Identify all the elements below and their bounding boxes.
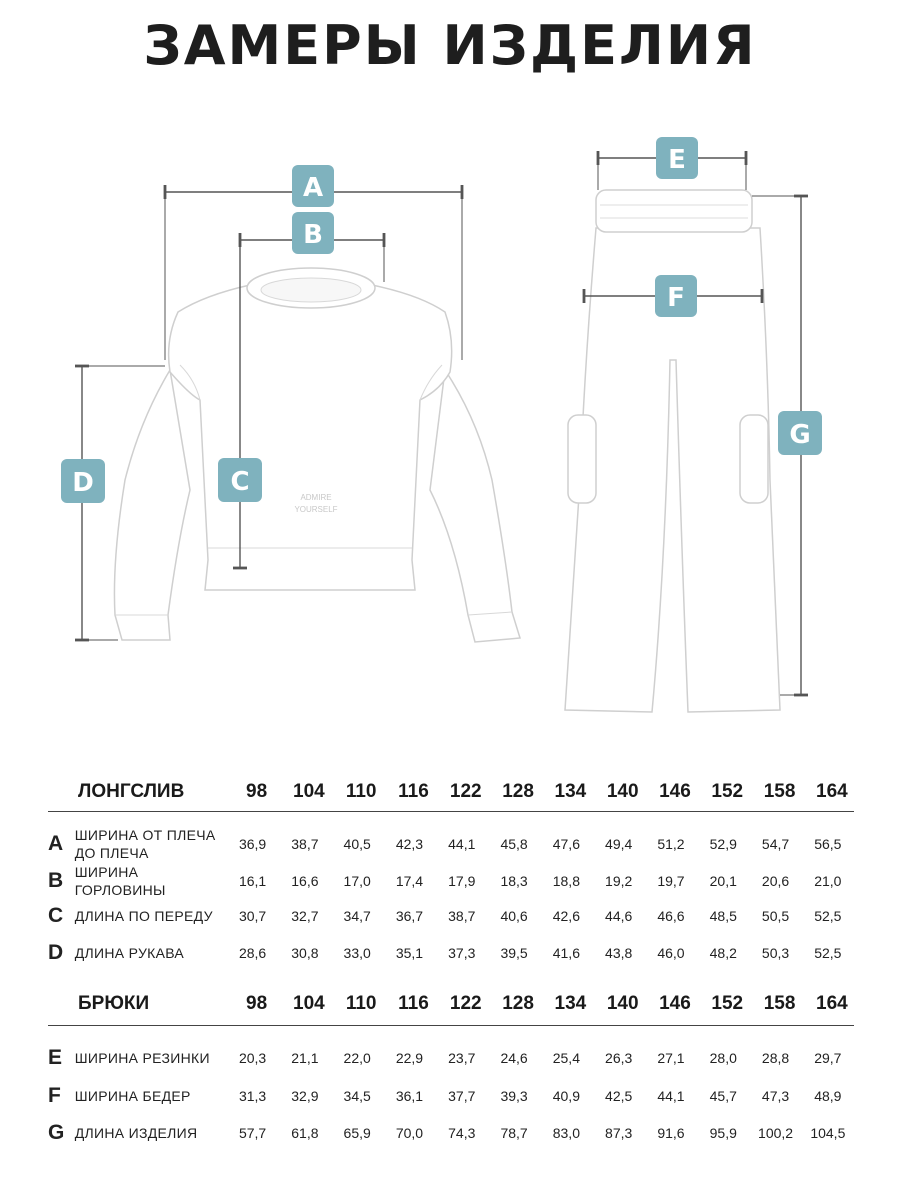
divider xyxy=(48,1025,854,1026)
longsleeve-illustration xyxy=(114,268,520,642)
cell: 38,7 xyxy=(448,908,476,924)
cell: 100,2 xyxy=(758,1125,794,1141)
size-header: 116 xyxy=(398,993,429,1014)
cell: 31,3 xyxy=(238,1088,267,1104)
cell: 40,6 xyxy=(500,908,528,924)
table-row xyxy=(48,863,854,899)
cell: 50,3 xyxy=(761,945,790,961)
cell: 28,8 xyxy=(761,1050,790,1066)
cell: 21,0 xyxy=(814,873,842,889)
svg-text:A: A xyxy=(302,173,324,203)
badge-e xyxy=(656,137,698,179)
size-header: 164 xyxy=(816,781,848,802)
page-title: ЗАМЕРЫ ИЗДЕЛИЯ xyxy=(143,14,757,77)
badge-c xyxy=(218,458,262,502)
cell: 16,1 xyxy=(238,873,267,889)
cell: 49,4 xyxy=(605,836,633,852)
print-line-2: YOURSELF xyxy=(294,505,338,514)
row-label: ШИРИНА РЕЗИНКИ xyxy=(74,1050,210,1066)
badge-a xyxy=(292,165,334,207)
cell: 28,6 xyxy=(238,945,267,961)
cell: 22,0 xyxy=(343,1050,371,1066)
table-row xyxy=(48,935,854,971)
cell: 25,4 xyxy=(552,1050,580,1066)
table-row xyxy=(48,826,854,862)
cell: 70,0 xyxy=(395,1125,424,1141)
size-header: 110 xyxy=(345,993,377,1014)
row-label: ДЛИНА РУКАВА xyxy=(74,945,185,961)
cell: 20,6 xyxy=(761,873,790,889)
cell: 42,6 xyxy=(552,908,580,924)
cell: 83,0 xyxy=(552,1125,580,1141)
row-letter: B xyxy=(48,869,64,892)
svg-text:D: D xyxy=(72,468,94,498)
svg-text:E: E xyxy=(668,145,686,175)
pants-title: БРЮКИ xyxy=(78,993,150,1014)
badge-g xyxy=(778,411,822,455)
cell: 18,3 xyxy=(500,873,528,889)
cell: 48,2 xyxy=(709,945,737,961)
size-header: 104 xyxy=(293,781,325,802)
cell: 87,3 xyxy=(605,1125,633,1141)
cell: 20,1 xyxy=(709,873,737,889)
row-letter: E xyxy=(48,1046,63,1069)
cell: 20,3 xyxy=(238,1050,267,1066)
row-label: ШИРИНА БЕДЕР xyxy=(74,1088,191,1104)
svg-text:B: B xyxy=(303,220,323,250)
cell: 52,9 xyxy=(709,836,737,852)
pants-sizes xyxy=(230,993,858,1015)
cell: 42,3 xyxy=(395,836,424,852)
row-label: ДЛИНА ПО ПЕРЕДУ xyxy=(74,908,213,924)
size-header: 122 xyxy=(449,993,482,1014)
cell: 22,9 xyxy=(395,1050,424,1066)
cell: 17,9 xyxy=(448,873,476,889)
badge-b xyxy=(292,212,334,254)
cell: 19,7 xyxy=(657,873,685,889)
table-row xyxy=(48,1040,854,1076)
size-header: 152 xyxy=(711,993,744,1014)
cell: 74,3 xyxy=(448,1125,476,1141)
row-letter: C xyxy=(48,904,64,927)
garment-diagram xyxy=(0,120,900,730)
cell: 47,3 xyxy=(761,1088,790,1104)
cell: 78,7 xyxy=(500,1125,528,1141)
cell: 61,8 xyxy=(291,1125,319,1141)
cell: 48,9 xyxy=(814,1088,842,1104)
divider xyxy=(48,811,854,812)
cell: 54,7 xyxy=(761,836,790,852)
cell: 47,6 xyxy=(552,836,580,852)
cell: 37,7 xyxy=(448,1088,476,1104)
cell: 39,5 xyxy=(500,945,528,961)
cell: 19,2 xyxy=(605,873,633,889)
longsleeve-sizes xyxy=(230,781,858,803)
pants-illustration xyxy=(565,190,780,712)
cell: 42,5 xyxy=(605,1088,633,1104)
cell: 30,8 xyxy=(291,945,319,961)
cell: 57,7 xyxy=(238,1125,267,1141)
size-header: 134 xyxy=(554,993,587,1014)
cell: 17,0 xyxy=(343,873,371,889)
cell: 39,3 xyxy=(500,1088,528,1104)
cell: 24,6 xyxy=(500,1050,528,1066)
cell: 28,0 xyxy=(709,1050,737,1066)
longsleeve-header xyxy=(78,777,858,807)
cell: 45,8 xyxy=(500,836,528,852)
size-header: 116 xyxy=(398,781,429,802)
cell: 26,3 xyxy=(605,1050,633,1066)
print-line-1: ADMIRE xyxy=(300,493,332,502)
row-label: ШИРИНА ОТ ПЛЕЧА ДО ПЛЕЧА xyxy=(74,827,216,861)
table-row xyxy=(48,1078,854,1114)
cell: 48,5 xyxy=(709,908,737,924)
size-header: 158 xyxy=(763,781,796,802)
cell: 35,1 xyxy=(395,945,424,961)
cell: 56,5 xyxy=(814,836,842,852)
cell: 18,8 xyxy=(552,873,580,889)
cell: 36,9 xyxy=(238,836,267,852)
cell: 32,7 xyxy=(291,908,319,924)
badge-f xyxy=(655,275,697,317)
cell: 44,6 xyxy=(605,908,633,924)
cell: 51,2 xyxy=(657,836,685,852)
row-letter: A xyxy=(48,832,64,855)
size-header: 140 xyxy=(606,993,639,1014)
svg-text:G: G xyxy=(789,420,811,450)
row-letter: D xyxy=(48,941,64,964)
row-letter: F xyxy=(48,1084,61,1107)
size-header: 164 xyxy=(816,993,848,1014)
cell: 41,6 xyxy=(552,945,580,961)
pants-header xyxy=(78,989,858,1019)
cell: 27,1 xyxy=(657,1050,685,1066)
cell: 65,9 xyxy=(343,1125,371,1141)
cell: 16,6 xyxy=(291,873,319,889)
size-header: 134 xyxy=(554,781,587,802)
size-header: 128 xyxy=(502,993,534,1014)
cell: 21,1 xyxy=(291,1050,319,1066)
cell: 37,3 xyxy=(448,945,476,961)
cell: 38,7 xyxy=(291,836,319,852)
cell: 50,5 xyxy=(761,908,790,924)
svg-text:C: C xyxy=(230,467,250,497)
row-letter: G xyxy=(48,1121,65,1144)
badge-d xyxy=(61,459,105,503)
size-header: 104 xyxy=(293,993,325,1014)
row-label: ШИРИНА ГОРЛОВИНЫ xyxy=(74,864,166,898)
cell: 34,5 xyxy=(343,1088,371,1104)
size-header: 98 xyxy=(246,781,268,802)
cell: 46,6 xyxy=(657,908,685,924)
cell: 29,7 xyxy=(814,1050,842,1066)
table-row xyxy=(48,898,854,934)
cell: 91,6 xyxy=(657,1125,685,1141)
cell: 52,5 xyxy=(814,945,842,961)
cell: 45,7 xyxy=(709,1088,737,1104)
svg-text:F: F xyxy=(667,283,685,313)
cell: 33,0 xyxy=(343,945,371,961)
cell: 36,7 xyxy=(395,908,424,924)
size-header: 158 xyxy=(763,993,796,1014)
size-header: 146 xyxy=(659,781,691,802)
size-header: 128 xyxy=(502,781,534,802)
longsleeve-title: ЛОНГСЛИВ xyxy=(78,781,185,802)
cell: 44,1 xyxy=(657,1088,685,1104)
table-row xyxy=(48,1115,854,1151)
cell: 23,7 xyxy=(448,1050,476,1066)
size-header: 152 xyxy=(711,781,744,802)
cell: 30,7 xyxy=(238,908,267,924)
cell: 32,9 xyxy=(291,1088,319,1104)
size-header: 110 xyxy=(345,781,377,802)
row-label: ДЛИНА ИЗДЕЛИЯ xyxy=(74,1125,198,1141)
cell: 36,1 xyxy=(395,1088,424,1104)
cell: 46,0 xyxy=(657,945,685,961)
cell: 34,7 xyxy=(343,908,371,924)
cell: 40,9 xyxy=(552,1088,580,1104)
cell: 17,4 xyxy=(395,873,424,889)
cell: 52,5 xyxy=(814,908,842,924)
size-header: 98 xyxy=(246,993,268,1014)
size-header: 146 xyxy=(659,993,691,1014)
cell: 44,1 xyxy=(448,836,476,852)
cell: 95,9 xyxy=(709,1125,737,1141)
size-header: 122 xyxy=(449,781,482,802)
cell: 43,8 xyxy=(605,945,633,961)
cell: 104,5 xyxy=(810,1125,846,1141)
size-header: 140 xyxy=(606,781,639,802)
cell: 40,5 xyxy=(343,836,371,852)
